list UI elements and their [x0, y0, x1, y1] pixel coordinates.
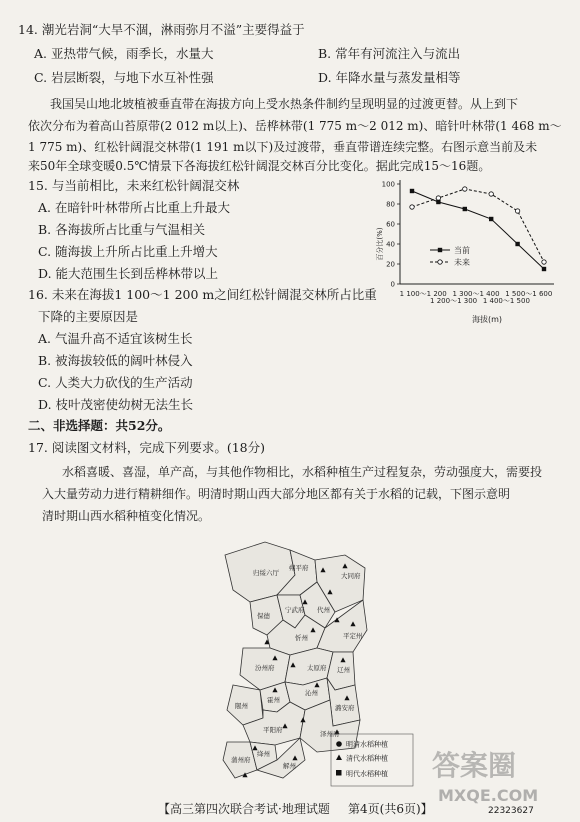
map-label-xinzhou: 忻州: [295, 634, 308, 642]
passage15-line2: 依次分布为着高山苔原带(2 012 m以上)、岳桦林带(1 775 m～2 012 m)、暗针叶林带(1 468 m～: [28, 119, 562, 133]
map-label-luan: 潞安府: [335, 704, 355, 712]
chart-point-0: [542, 267, 546, 271]
legend-ming: 明代水稻种植: [346, 770, 388, 778]
map-label-baode: 保德: [257, 612, 270, 620]
chart-point-0: [489, 217, 493, 221]
map-label-shuoping: 朔平府: [289, 564, 309, 572]
map-label-jiezhou: 解州: [283, 762, 296, 770]
chart-point-0: [463, 207, 467, 211]
chart-y-tick-label: 0: [390, 280, 395, 289]
watermark-url: MXQE.COM: [438, 786, 539, 805]
chart-point-0: [515, 242, 519, 246]
map-label-ningwu: 宁武府: [285, 606, 305, 614]
q15-option-b: B. 各海拔所占比重与气温相关: [38, 222, 206, 237]
q15-option-a: A. 在暗针叶林带所占比重上升最大: [38, 200, 230, 215]
chart-point-1: [410, 205, 414, 209]
map-label-datong: 大同府: [341, 572, 361, 580]
q15-option-c: C. 随海拔上升所占比重上升增大: [38, 244, 218, 259]
footer-code: 22323627: [488, 806, 534, 816]
chart-y-tick-label: 60: [386, 220, 395, 229]
map-label-pingding: 平定州: [343, 632, 363, 640]
footer-title: 【高三第四次联合考试·地理试题: [158, 802, 330, 816]
chart-y-tick-label: 100: [381, 180, 395, 189]
map-label-qinzhou: 沁州: [305, 689, 318, 697]
chart-legend-label: 未来: [454, 258, 470, 267]
passage15-line4: 来50年全球变暖0.5℃情景下各海拔红松针阔混交林百分比变化。据此完成15～16题。: [28, 159, 491, 173]
chart-legend-label: 当前: [454, 246, 470, 255]
chart-point-1: [436, 196, 440, 200]
map-label-liaozhou: 辽州: [337, 666, 350, 674]
q17-passage-line3: 清时期山西水稻种植变化情况。: [42, 509, 211, 523]
map-label-huozhou: 霍州: [267, 696, 280, 704]
map-label-jiangzhou: 绛州: [257, 750, 270, 758]
chart-y-label: 百分比(%): [376, 227, 384, 261]
map-label-daizhou: 代州: [317, 606, 330, 614]
chart-x-tick-label: 1 300～1 400: [452, 290, 500, 298]
chart-legend-marker: [438, 260, 442, 264]
q16-option-a: A. 气温升高不适宜该树生长: [38, 331, 193, 346]
map-label-guihua: 归绥六厅: [253, 569, 279, 577]
q14-option-a: A. 亚热带气候，雨季长，水量大: [34, 46, 214, 61]
q16-option-c: C. 人类大力砍伐的生产活动: [38, 375, 193, 390]
q17-stem: 17. 阅读图文材料，完成下列要求。(18分): [28, 440, 266, 455]
legend-mingqing: 明清水稻种植: [346, 740, 388, 749]
map-label-pingyang: 平阳府: [263, 726, 283, 734]
section2-heading: 二、非选择题：共52分。: [28, 418, 171, 433]
chart-y-tick-label: 80: [386, 200, 395, 209]
chart-y-tick-label: 40: [386, 240, 395, 249]
legend-symbol-qing: [336, 755, 342, 761]
chart-x-tick-label: 1 200～1 300: [430, 297, 478, 305]
chart-point-1: [463, 187, 467, 191]
footer-page: 第4页(共6页)】: [348, 802, 433, 816]
q16-stem-line1: 16. 未来在海拔1 100～1 200 m之间红松针阔混交林所占比重: [28, 287, 377, 302]
q15-option-d: D. 能大范围生长到岳桦林带以上: [38, 266, 219, 281]
q17-passage-line1: 水稻喜暖、喜湿，单产高，与其他作物相比，水稻种植生产过程复杂，劳动强度大，需要投: [62, 465, 543, 479]
chart-series-line-0: [412, 191, 544, 269]
map-label-fenzhou: 汾州府: [255, 664, 275, 672]
q14-option-c: C. 岩层断裂，与地下水互补性强: [34, 70, 214, 85]
chart-y-tick-label: 20: [386, 260, 395, 269]
chart-legend-marker: [438, 248, 442, 252]
chart-point-1: [542, 260, 546, 264]
map-label-xizhou: 隰州: [235, 702, 248, 710]
chart-series-line-1: [412, 189, 544, 262]
q14-option-d: D. 年降水量与蒸发量相等: [318, 70, 461, 85]
chart-point-0: [410, 189, 414, 193]
q14-stem: 14. 潮光岩洞“大旱不涸，淋雨弥月不溢”主要得益于: [18, 22, 305, 37]
watermark-logo: 答案圈: [432, 749, 517, 782]
q16-stem-line2: 下降的主要原因是: [38, 309, 139, 324]
chart-x-tick-label: 1 500～1 600: [505, 290, 553, 298]
legend-qing: 清代水稻种植: [346, 754, 388, 763]
chart-x-label: 海拔(m): [471, 315, 503, 324]
legend-symbol-mingqing: [336, 741, 342, 747]
passage15-line3: 1 775 m)、红松针阔混交林带(1 191 m以下)及过渡带，垂直带谱连续完整。右图示意当前及未: [28, 140, 538, 154]
chart-x-tick-label: 1 100～1 200: [399, 290, 447, 298]
vegetation-line-chart: [372, 172, 572, 332]
q16-option-b: B. 被海拔较低的阔叶林侵入: [38, 353, 193, 368]
chart-point-1: [489, 192, 493, 196]
map-label-zezhou: 泽州府: [320, 730, 340, 738]
q16-option-d: D. 枝叶茂密使幼树无法生长: [38, 397, 194, 412]
map-label-puzhou: 蒲州府: [231, 756, 251, 764]
chart-point-1: [515, 209, 519, 213]
q17-passage-line2: 入大量劳动力进行精耕细作。明清时期山西大部分地区都有关于水稻的记载，下图示意明: [42, 487, 511, 501]
shanxi-rice-map: [205, 520, 420, 788]
q14-option-b: B. 常年有河流注入与流出: [318, 46, 461, 61]
passage15-line1: 我国吴山地北坡植被垂直带在海拔方向上受水热条件制约呈现明显的过渡更替。从上到下: [50, 97, 519, 111]
chart-x-tick-label: 1 400～1 500: [482, 297, 530, 305]
map-label-taiyuan: 太原府: [307, 664, 327, 672]
q15-stem: 15. 与当前相比，未来红松针阔混交林: [28, 178, 240, 193]
legend-symbol-ming: [336, 770, 342, 776]
